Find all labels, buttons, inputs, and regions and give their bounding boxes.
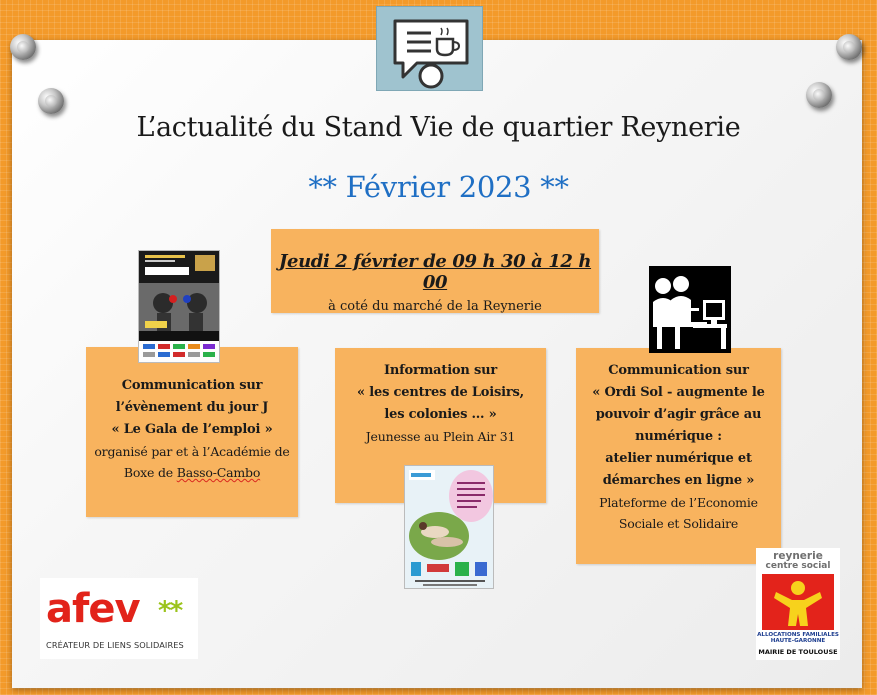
afev-stars: ** (158, 596, 182, 626)
pushpin-icon (38, 88, 64, 114)
box-line (86, 462, 298, 483)
afev-logo (40, 578, 198, 659)
event-date: Jeudi 2 février de 09 h 30 à 12 h 00 (278, 251, 592, 293)
caf-region-label: HAUTE-GARONNE (770, 638, 826, 644)
box-line: Information sur (383, 363, 498, 378)
pushpin-icon (836, 34, 862, 60)
page-title: L’actualité du Stand Vie de quartier Reynerie (136, 112, 741, 143)
box-line: « Le Gala de l’emploi » (111, 422, 273, 437)
computer-users-icon (649, 266, 731, 353)
gala-emploi-poster (138, 250, 220, 363)
box-line: les colonies … » (384, 407, 497, 422)
box-line: Communication sur (121, 378, 263, 393)
box-line: l’évènement du jour J (115, 400, 269, 415)
pushpin-icon (806, 82, 832, 108)
afev-tagline: CRÉATEUR DE LIENS SOLIDAIRES (46, 640, 184, 650)
box-line: numérique : (635, 429, 722, 444)
caf-label: ALLOCATIONS FAMILIALES (757, 632, 839, 638)
mairie-label: MAIRIE DE TOULOUSE (758, 648, 838, 656)
pushpin-icon (10, 34, 36, 60)
reynerie-centre-social-logo (756, 548, 840, 660)
gala-emploi-box (86, 347, 298, 517)
box-line: Jeunesse au Plein Air 31 (365, 429, 516, 444)
box-line-part: Boxe de (123, 465, 177, 480)
caf-figure-icon (762, 574, 834, 630)
chat-coffee-icon (376, 6, 483, 91)
ordi-sol-box (576, 348, 781, 564)
jeunesse-plein-air-poster (404, 465, 494, 589)
box-line: atelier numérique et (605, 451, 752, 466)
box-line-part: Basso-Cambo (176, 465, 261, 480)
box-line: « Ordi Sol - augmente le (592, 385, 765, 400)
centre-social-label: centre social (765, 561, 831, 571)
box-line: Sociale et Solidaire (618, 516, 739, 531)
event-location: à coté du marché de la Reynerie (328, 299, 542, 314)
box-line: « les centres de Loisirs, (357, 385, 524, 400)
box-line: Plateforme de l’Economie (599, 495, 758, 510)
box-line: organisé par et à l’Académie de (94, 444, 290, 459)
afev-wordmark: afev (46, 586, 140, 632)
box-line: pouvoir d’agir grâce au (595, 407, 762, 422)
reynerie-label: reynerie (773, 550, 823, 562)
month-subtitle: ** Février 2023 ** (308, 170, 569, 204)
box-line: démarches en ligne » (602, 473, 755, 488)
date-box (271, 229, 599, 313)
box-line: Communication sur (608, 363, 749, 378)
